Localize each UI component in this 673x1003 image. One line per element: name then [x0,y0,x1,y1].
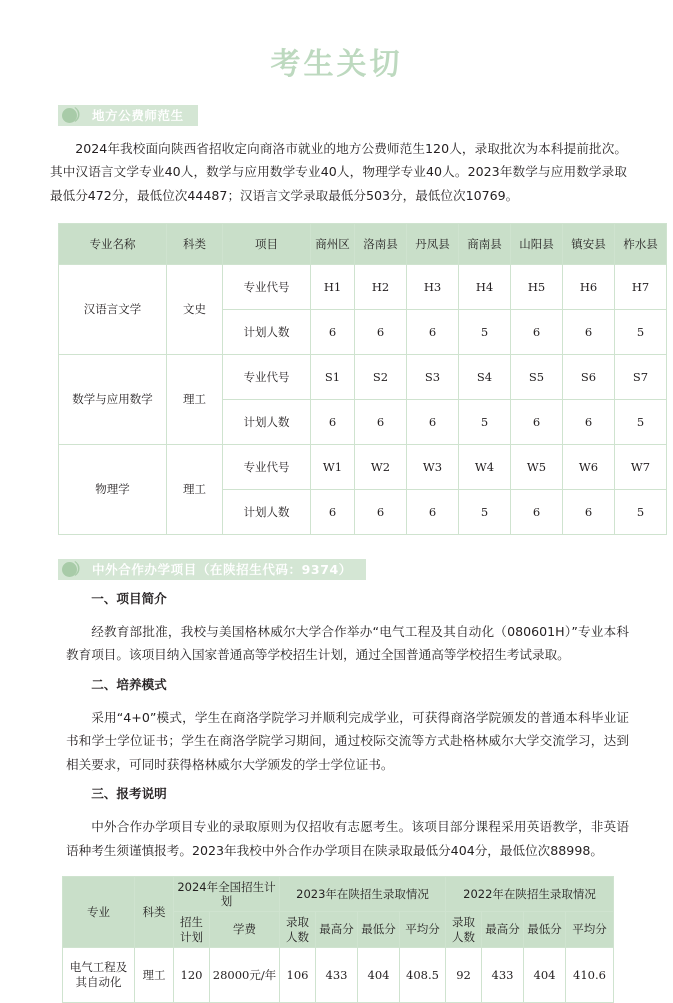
cell-category: 理工 [135,947,174,1002]
cell-category: 理工 [167,354,223,444]
cell-row-label-plan: 计划人数 [223,489,311,534]
cell-plan: 5 [615,489,667,534]
section-badge-local-teacher [58,105,198,126]
cell-plan: 5 [459,489,511,534]
cell-plan: 6 [407,309,459,354]
table-coop-wrapper [0,876,673,1003]
col-group-header-2022: 2022年在陕招生录取情况 [446,876,614,912]
table-row [63,947,614,1002]
cell-admitted-2023: 106 [280,947,316,1002]
table-header-row [59,223,667,264]
cell-plan: 6 [311,489,355,534]
badge-paren-icon: ） [74,106,90,124]
cell-plan: 5 [459,309,511,354]
cell-code: H4 [459,264,511,309]
col-header-zhashui: 柞水县 [615,223,667,264]
cell-code: S1 [311,354,355,399]
cell-min-2023: 404 [358,947,400,1002]
col-group-header-2023: 2023年在陕招生录取情况 [280,876,446,912]
subsection-heading-intro: 一、项目简介 [91,590,167,606]
table-coop-body [63,947,614,1002]
cell-code: S6 [563,354,615,399]
cell-code: S7 [615,354,667,399]
cell-row-label-code: 专业代号 [223,264,311,309]
col-header-admitted-2023: 录取人数 [280,912,316,948]
cell-tuition: 28000元/年 [210,947,280,1002]
cell-plan: 6 [511,489,563,534]
cell-plan: 6 [355,309,407,354]
cell-plan: 6 [563,399,615,444]
cell-major-name: 物理学 [59,444,167,534]
col-header-avg-2023: 平均分 [400,912,446,948]
table-header-row-group [63,876,614,912]
cell-plan: 6 [563,309,615,354]
cell-plan: 6 [311,309,355,354]
col-header-category: 科类 [135,876,174,947]
cell-plan: 5 [459,399,511,444]
subsection-heading-mode: 二、培养模式 [91,676,167,692]
col-header-enroll-plan: 招生计划 [174,912,210,948]
cell-max-2022: 433 [482,947,524,1002]
table-majors-head [59,223,667,264]
section-badge-coop-program [58,559,366,580]
col-header-avg-2022: 平均分 [566,912,614,948]
cell-plan: 5 [615,399,667,444]
col-header-danfeng: 丹凤县 [407,223,459,264]
cell-code: H1 [311,264,355,309]
cell-major-name: 数学与应用数学 [59,354,167,444]
badge-paren-icon: ） [74,559,90,578]
cell-code: W1 [311,444,355,489]
cell-plan: 6 [355,399,407,444]
cell-admitted-2022: 92 [446,947,482,1002]
col-header-category: 科类 [167,223,223,264]
col-header-min-2023: 最低分 [358,912,400,948]
col-header-shanyang: 山阳县 [511,223,563,264]
cell-avg-2022: 410.6 [566,947,614,1002]
col-header-max-2023: 最高分 [316,912,358,948]
cell-row-label-plan: 计划人数 [223,309,311,354]
badge-circle-icon [62,559,90,578]
cell-min-2022: 404 [524,947,566,1002]
cell-code: H2 [355,264,407,309]
cell-code: H3 [407,264,459,309]
subsection-paragraph-notes: 中外合作办学项目专业的录取原则为仅招收有志愿考生。该项目部分课程采用英语教学，非英语语种考生须谨慎报考。2023年我校中外合作办学项目在陕录取最低分404分，最低位次88998。 [66,819,629,858]
cell-code: H7 [615,264,667,309]
col-header-tuition: 学费 [210,912,280,948]
cell-plan: 6 [407,399,459,444]
table-local-teacher-plan [58,223,667,535]
cell-max-2023: 433 [316,947,358,1002]
cell-plan: 6 [407,489,459,534]
cell-category: 文史 [167,264,223,354]
cell-code: W5 [511,444,563,489]
cell-plan: 6 [511,309,563,354]
subsection-paragraph-mode: 采用“4+0”模式，学生在商洛学院学习并顺利完成学业，可获得商洛学院颁发的普通本科毕业证书和学士学位证书；学生在商洛学院学习期间，通过校际交流等方式赴格林威尔大学交流学习，达到相关要求，可同时获得格林威尔大学颁发的学士学位证书。 [66,710,629,772]
page-title: 考生关切 [270,47,403,82]
badge-circle-icon [62,108,89,123]
cell-plan: 6 [355,489,407,534]
cell-code: W3 [407,444,459,489]
subsection-heading-notes: 三、报考说明 [91,785,167,801]
cell-avg-2023: 408.5 [400,947,446,1002]
table-majors-body [59,264,667,534]
col-header-item: 项目 [223,223,311,264]
table-coop-admission [62,876,614,1003]
col-header-major: 专业 [63,876,135,947]
col-header-max-2022: 最高分 [482,912,524,948]
cell-plan: 6 [563,489,615,534]
table-coop-head [63,876,614,947]
cell-plan: 6 [511,399,563,444]
section1-paragraph: 2024年我校面向陕西省招收定向商洛市就业的地方公费师范生120人，录取批次为本科提前批次。其中汉语言文学专业40人，数学与应用数学专业40人，物理学专业40人。2023年数学与应用数学录取最低分472分，最低位次44487；汉语言文学录取最低分503分，最低位次10769。 [50,141,627,203]
cell-major-name: 电气工程及其自动化 [63,947,135,1002]
col-header-luonan: 洛南县 [355,223,407,264]
cell-category: 理工 [167,444,223,534]
cell-row-label-code: 专业代号 [223,444,311,489]
cell-code: S5 [511,354,563,399]
cell-enroll-plan: 120 [174,947,210,1002]
section-badge-label: 地方公费师范生 [92,108,184,123]
col-header-shangzhou: 商州区 [311,223,355,264]
col-group-header-plan-2024: 2024年全国招生计划 [174,876,280,912]
cell-major-name: 汉语言文学 [59,264,167,354]
cell-code: W2 [355,444,407,489]
col-header-admitted-2022: 录取人数 [446,912,482,948]
col-header-major: 专业名称 [59,223,167,264]
table-row [59,264,667,309]
cell-code: H5 [511,264,563,309]
cell-plan: 5 [615,309,667,354]
cell-code: S2 [355,354,407,399]
cell-code: W6 [563,444,615,489]
col-header-min-2022: 最低分 [524,912,566,948]
cell-plan: 6 [311,399,355,444]
subsection-paragraph-intro: 经教育部批准，我校与美国格林威尔大学合作举办“电气工程及其自动化（080601H）”专业本科教育项目。该项目纳入国家普通高等学校招生计划，通过全国普通高等学校招生考试录取。 [66,624,629,663]
cell-row-label-plan: 计划人数 [223,399,311,444]
table-majors-wrapper [0,223,673,535]
col-header-shangnan: 商南县 [459,223,511,264]
cell-code: W7 [615,444,667,489]
col-header-zhenan: 镇安县 [563,223,615,264]
cell-code: S3 [407,354,459,399]
cell-code: W4 [459,444,511,489]
table-row [59,444,667,489]
cell-row-label-code: 专业代号 [223,354,311,399]
table-row [59,354,667,399]
cell-code: S4 [459,354,511,399]
cell-code: H6 [563,264,615,309]
section-badge-label: 中外合作办学项目（在陕招生代码：9374） [92,561,352,577]
